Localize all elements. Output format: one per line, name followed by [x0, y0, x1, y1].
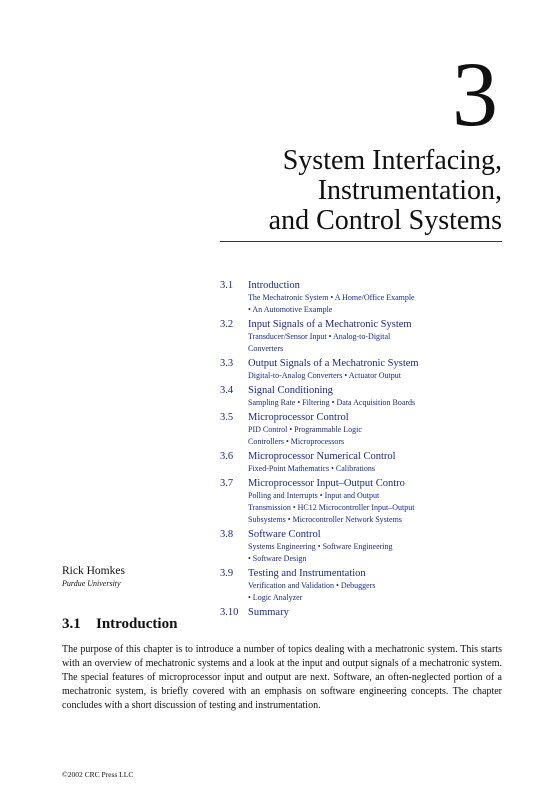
author-name: Rick Homkes [62, 565, 125, 577]
toc-subtopics-line[interactable]: Transmission • HC12 Microcontroller Input–Output [248, 503, 415, 512]
toc-entry-number: 3.3 [220, 358, 234, 369]
toc-entry[interactable] [220, 358, 520, 382]
chapter-title-line: Instrumentation, [317, 175, 502, 206]
copyright-footer: ©2002 CRC Press LLC [62, 770, 134, 779]
toc-entry-number: 3.6 [220, 451, 234, 462]
toc-entry-title[interactable]: Summary [248, 607, 289, 618]
toc-entry-number: 3.2 [220, 319, 234, 330]
toc-entry-title[interactable]: Microprocessor Input–Output Contro [248, 478, 405, 489]
toc-entry-title[interactable]: Input Signals of a Mechatronic System [248, 319, 412, 330]
toc-entry[interactable] [220, 280, 520, 316]
toc-entry[interactable] [220, 385, 520, 409]
toc-entry[interactable] [220, 529, 520, 565]
section-number: 3.1 [62, 616, 81, 632]
toc-entry-number: 3.1 [220, 280, 234, 291]
title-divider [220, 241, 502, 242]
toc-entry-number: 3.5 [220, 412, 234, 423]
toc-entry-title[interactable]: Microprocessor Control [248, 412, 349, 423]
toc-subtopics-line[interactable]: PID Control • Programmable Logic [248, 425, 362, 434]
toc-entry[interactable] [220, 319, 520, 355]
toc-entry-title[interactable]: Testing and Instrumentation [248, 568, 366, 579]
toc-entry[interactable] [220, 607, 520, 619]
toc-subtopics-line[interactable]: Polling and Interrupts • Input and Output [248, 491, 380, 500]
toc-entry-title[interactable]: Introduction [248, 280, 300, 291]
toc-entry-number: 3.4 [220, 385, 234, 396]
toc-entry[interactable] [220, 478, 520, 526]
toc-subtopics-line[interactable]: Systems Engineering • Software Engineering [248, 542, 393, 551]
chapter-title [202, 146, 502, 236]
section-heading [62, 616, 177, 633]
table-of-contents [220, 280, 520, 622]
toc-subtopics-line[interactable]: • An Automotive Example [248, 305, 333, 314]
toc-entry-number: 3.10 [220, 607, 239, 618]
toc-subtopics-line[interactable]: The Mechatronic System • A Home/Office Example [248, 293, 415, 302]
toc-subtopics-line[interactable]: Subsystems • Microcontroller Network Systems [248, 515, 402, 524]
toc-subtopics-line[interactable]: Sampling Rate • Filtering • Data Acquisition Boards [248, 398, 416, 407]
toc-subtopics-line[interactable]: • Software Design [248, 554, 307, 563]
toc-subtopics-line[interactable]: Controllers • Microprocessors [248, 437, 345, 446]
toc-entry[interactable] [220, 568, 520, 604]
chapter-title-line: and Control Systems [268, 205, 502, 236]
toc-subtopics-line[interactable]: Digital-to-Analog Converters • Actuator Output [248, 371, 401, 380]
toc-subtopics-line[interactable]: Converters [248, 344, 284, 353]
chapter-number: 3 [452, 43, 498, 145]
toc-entry-title[interactable]: Signal Conditioning [248, 385, 333, 396]
toc-subtopics-line[interactable]: • Logic Analyzer [248, 593, 303, 602]
section-title: Introduction [96, 616, 178, 632]
toc-subtopics-line[interactable]: Fixed-Point Mathematics • Calibrations [248, 464, 376, 473]
toc-entry-title[interactable]: Microprocessor Numerical Control [248, 451, 396, 462]
body-paragraph: The purpose of this chapter is to introduce a number of topics dealing with a mechatronic system. This starts with an overview of mechatronic systems and a look at the input and output signals of a mechatronic system. The special features of microprocessor input and output are next. Software, an often-neglected portion of a mechatronic system, is briefly covered with an emphasis on software engineering concepts. The chapter concludes with a short discussion of testing and instrumentation. [62, 644, 502, 711]
toc-entry-number: 3.8 [220, 529, 234, 540]
toc-entry-number: 3.7 [220, 478, 234, 489]
toc-entry[interactable] [220, 451, 520, 475]
toc-entry-number: 3.9 [220, 568, 234, 579]
toc-entry-title[interactable]: Software Control [248, 529, 321, 540]
toc-subtopics-line[interactable]: Transducer/Sensor Input • Analog-to-Digital [248, 332, 391, 341]
author-affiliation: Purdue University [62, 579, 121, 588]
toc-entry[interactable] [220, 412, 520, 448]
chapter-title-line: System Interfacing, [282, 145, 502, 176]
toc-subtopics-line[interactable]: Verification and Validation • Debuggers [248, 581, 376, 590]
toc-entry-title[interactable]: Output Signals of a Mechatronic System [248, 358, 419, 369]
author-block [62, 565, 212, 590]
